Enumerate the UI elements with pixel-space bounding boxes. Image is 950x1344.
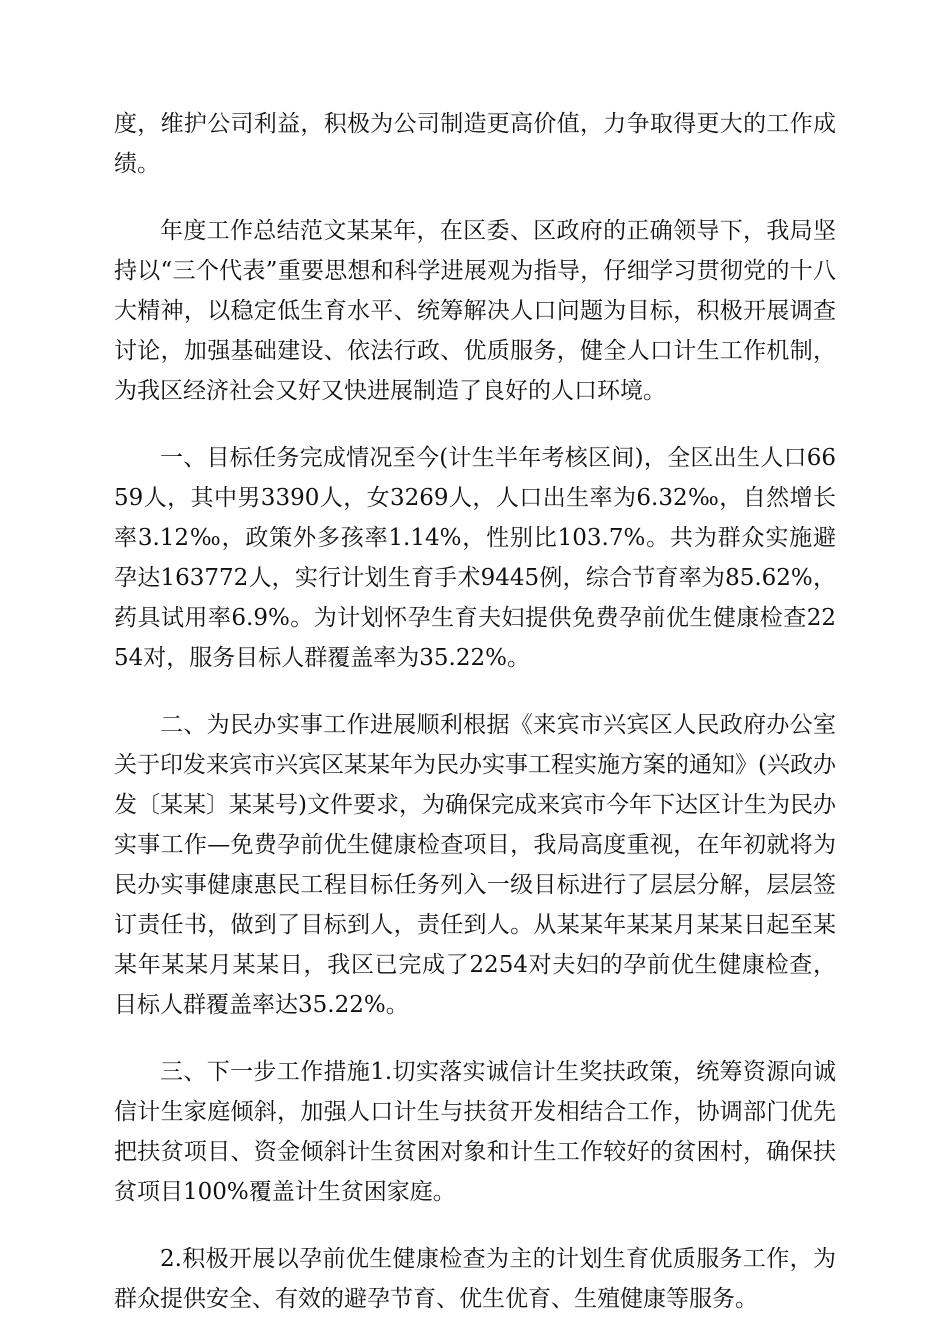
paragraph-section-1: 一、目标任务完成情况至今(计生半年考核区间)，全区出生人口6659人，其中男3390人，女3269人，人口出生率为6.32‰，自然增长率3.12‰，政策外多孩率1.14%，性别比103.7%。共为群众实施避孕达163772人，实行计划生育手术9445例，综合节育率为85.62%，药具试用率6.9%。为计划怀孕生育夫妇提供免费孕前优生健康检查2254对，服务目标人群覆盖率为35.22%。: [114, 445, 836, 671]
paragraph-section-2: 二、为民办实事工作进展顺利根据《来宾市兴宾区人民政府办公室关于印发来宾市兴宾区某某年为民办实事工程实施方案的通知》(兴政办发〔某某〕某某号)文件要求，为确保完成来宾市今年下达区计生为民办实事工作—免费孕前优生健康检查项目，我局高度重视，在年初就将为民办实事健康惠民工程目标任务列入一级目标进行了层层分解，层层签订责任书，做到了目标到人，责任到人。从某某年某某月某某日起至某某年某某月某某日，我区已完成了2254对夫妇的孕前优生健康检查，目标人群覆盖率达35.22%。: [114, 712, 836, 1018]
paragraph-measure-2: 2.积极开展以孕前优生健康检查为主的计划生育优质服务工作，为群众提供安全、有效的避孕节育、优生优育、生殖健康等服务。: [114, 1246, 836, 1312]
paragraph-continuation: 度，维护公司利益，积极为公司制造更高价值，力争取得更大的工作成绩。: [114, 111, 836, 177]
paragraph-intro: 年度工作总结范文某某年，在区委、区政府的正确领导下，我局坚持以“三个代表”重要思想和科学进展观为指导，仔细学习贯彻党的十八大精神，以稳定低生育水平、统筹解决人口问题为目标，积极开展调查讨论，加强基础建设、依法行政、优质服务，健全人口计生工作机制，为我区经济社会又好又快进展制造了良好的人口环境。: [114, 218, 836, 404]
paragraph-section-3: 三、下一步工作措施1.切实落实诚信计生奖扶政策，统筹资源向诚信计生家庭倾斜，加强人口计生与扶贫开发相结合工作，协调部门优先把扶贫项目、资金倾斜计生贫困对象和计生工作较好的贫困村，确保扶贫项目100%覆盖计生贫困家庭。: [114, 1059, 836, 1205]
